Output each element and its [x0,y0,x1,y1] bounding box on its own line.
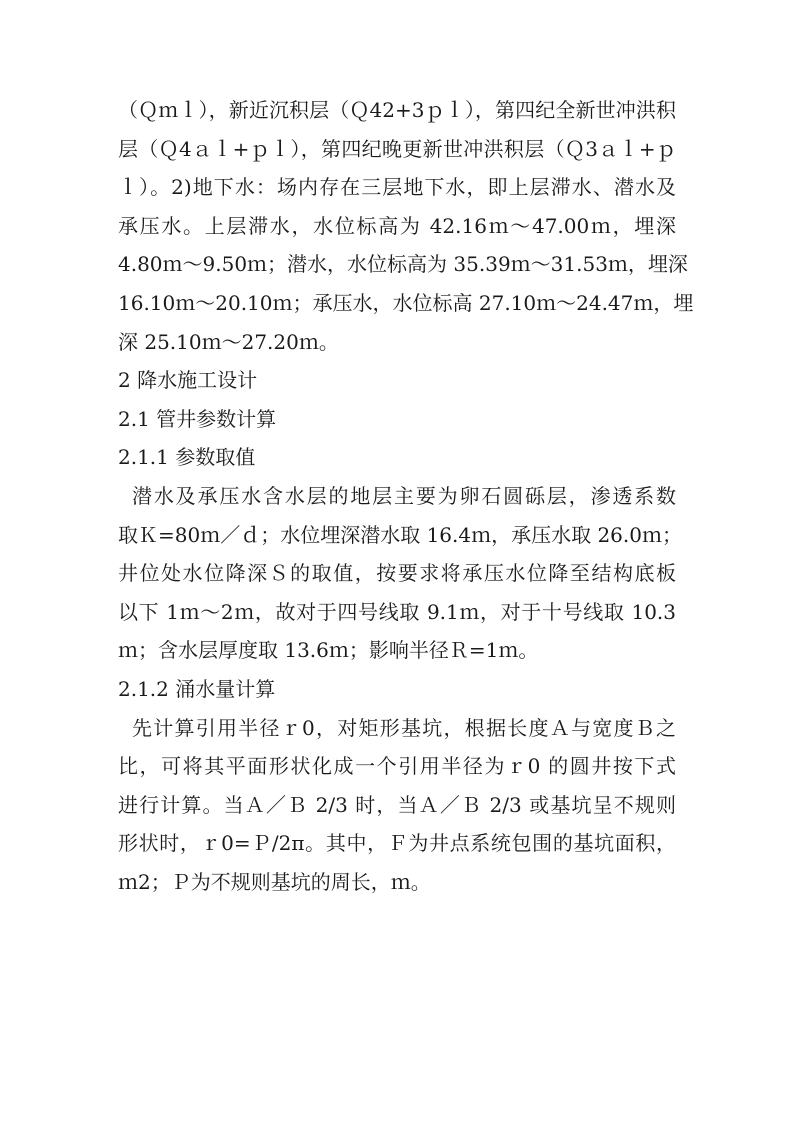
text-line: 比，可将其平面形状化成一个引用半径为ｒ0 的圆井按下式 [118,754,676,779]
text-line: 形状时，ｒ0=Ｐ/2π。其中，Ｆ为井点系统包围的基坑面积， [118,831,676,856]
text-line: 承压水。上层滞水，水位标高为 42.16ｍ～47.00ｍ，埋深 [118,213,676,238]
paragraph-groundwater [118,91,694,361]
text-line: 井位处水位降深Ｓ的取值，按要求将承压水位降至结构底板 [118,561,676,586]
paragraph-water-inflow [118,709,678,902]
text-line: 取Ｋ=80ｍ／ｄ；水位埋深潜水取 16.4ｍ，承压水取 26.0ｍ； [118,522,682,547]
text-line: 先计算引用半径ｒ0，对矩形基坑，根据长度Ａ与宽度Ｂ之 [132,715,676,740]
text-line: 进行计算。当Ａ／Ｂ 2/3 时，当Ａ／Ｂ 2/3 或基坑呈不规则 [118,792,676,817]
text-line: ｌ）。2)地下水：场内存在三层地下水，即上层滞水、潜水及 [118,175,676,200]
text-line: 4.80ｍ～9.50ｍ；潜水，水位标高为 35.39ｍ～31.53ｍ，埋深 [118,252,688,277]
text-line: 16.10ｍ～20.10ｍ；承压水，水位标高 27.10ｍ～24.47ｍ，埋 [118,290,694,315]
document-page [118,91,694,901]
text-line: 深 25.10ｍ～27.20ｍ。 [118,329,339,354]
subsection-heading: 2.1 管井参数计算 [118,406,277,431]
section-heading: 2 降水施工设计 [118,368,258,393]
text-line: 以下 1ｍ～2ｍ，故对于四号线取 9.1ｍ，对于十号线取 10.3 [118,599,676,624]
text-line: 潜水及承压水含水层的地层主要为卵石圆砾层，渗透系数 [132,483,676,508]
text-line: ｍ2；Ｐ为不规则基坑的周长，ｍ。 [118,869,431,894]
text-line: 层（Ｑ4ａｌ+ｐｌ），第四纪晚更新世冲洪积层（Ｑ3ａｌ+ｐ [118,136,676,161]
text-line: ｍ；含水层厚度取 13.6ｍ；影响半径Ｒ=1ｍ。 [118,638,539,663]
text-line: （Ｑｍｌ），新近沉积层（Ｑ42+3ｐｌ），第四纪全新世冲洪积 [118,98,676,122]
paragraph-parameters [118,477,682,670]
subsubsection-heading: 2.1.1 参数取值 [118,445,256,470]
subsubsection-heading: 2.1.2 涌水量计算 [118,676,276,701]
